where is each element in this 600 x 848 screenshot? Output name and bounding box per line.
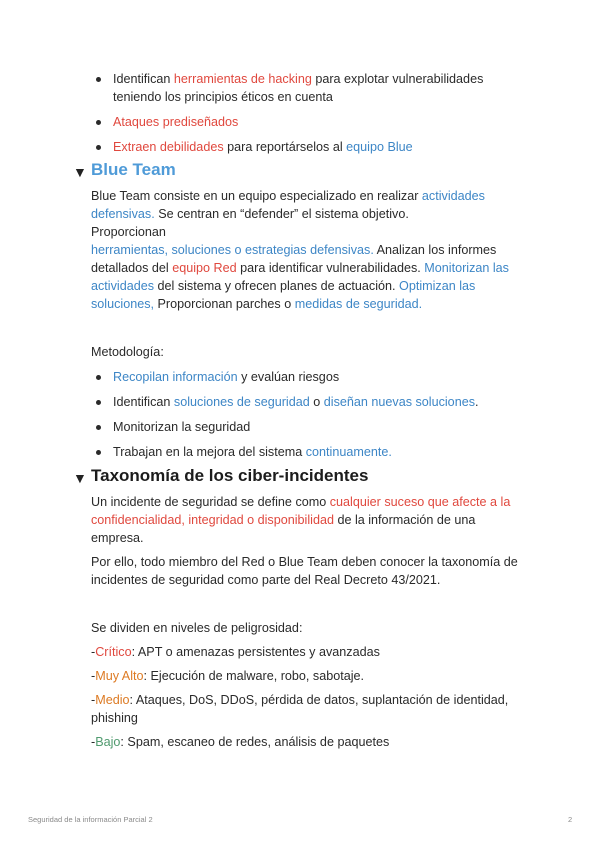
list-item: Recopilan información y evalúan riesgos (91, 368, 533, 386)
list-item: Identifican soluciones de seguridad o diseñan nuevas soluciones. (91, 393, 533, 411)
collapse-triangle-icon[interactable]: ▼ (73, 164, 87, 180)
taxonomia-paragraph: Un incidente de seguridad se define como cualquier suceso que afecte a la confidencialidad, integridad o disponibilidad de la información de una empresa. (91, 495, 511, 545)
level-item-medio: -Medio: Ataques, DoS, DDoS, pérdida de datos, suplantación de identidad, phishing (91, 693, 509, 725)
list-item: Identifican herramientas de hacking para explotar vulnerabilidades teniendo los principios éticos en cuenta (91, 70, 533, 106)
level-item-muy-alto: -Muy Alto: Ejecución de malware, robo, sabotaje. (91, 669, 365, 683)
levels-intro: Se dividen en niveles de peligrosidad: (91, 621, 303, 635)
list-item: Extraen debilidades para reportárselos al equipo Blue (91, 138, 533, 156)
blue-team-paragraph: Blue Team consiste en un equipo especializado en realizar actividades defensivas. Se centran en “defender” el sistema objetivo. Proporcionan herramientas, soluciones o estrategias defensivas. Analizan los informes detallados del equipo Red para identificar vulnerabilidades. Monitorizan las actividades del sistema y ofrecen planes de actuación. Optimizan las soluciones, Proporcionan parches o medidas de seguridad. (91, 189, 509, 311)
list-item: Monitorizan la seguridad (91, 418, 533, 436)
section-heading-blue-team[interactable]: ▼ Blue Team (73, 159, 533, 181)
list-item: Ataques prediseñados (91, 113, 533, 131)
level-item-critico: -Crítico: APT o amenazas persistentes y avanzadas (91, 645, 380, 659)
section-heading-taxonomia[interactable]: ▼ Taxonomía de los ciber-incidentes (73, 465, 533, 487)
methodology-list (73, 368, 533, 461)
levels-list (73, 643, 533, 751)
taxonomia-paragraph-2: Por ello, todo miembro del Red o Blue Team deben conocer la taxonomía de incidentes de seguridad como parte del Real Decreto 43/2021. (91, 555, 518, 587)
methodology-label: Metodología: (91, 345, 164, 359)
footer-page-number: 2 (568, 815, 573, 824)
content (73, 70, 533, 751)
level-item-bajo: -Bajo: Spam, escaneo de redes, análisis de paquetes (91, 735, 390, 749)
collapse-triangle-icon[interactable]: ▼ (73, 470, 87, 486)
red-team-list (73, 70, 533, 156)
footer-document-title: Seguridad de la información Parcial 2 (28, 815, 153, 824)
list-item: Trabajan en la mejora del sistema continuamente. (91, 443, 533, 461)
